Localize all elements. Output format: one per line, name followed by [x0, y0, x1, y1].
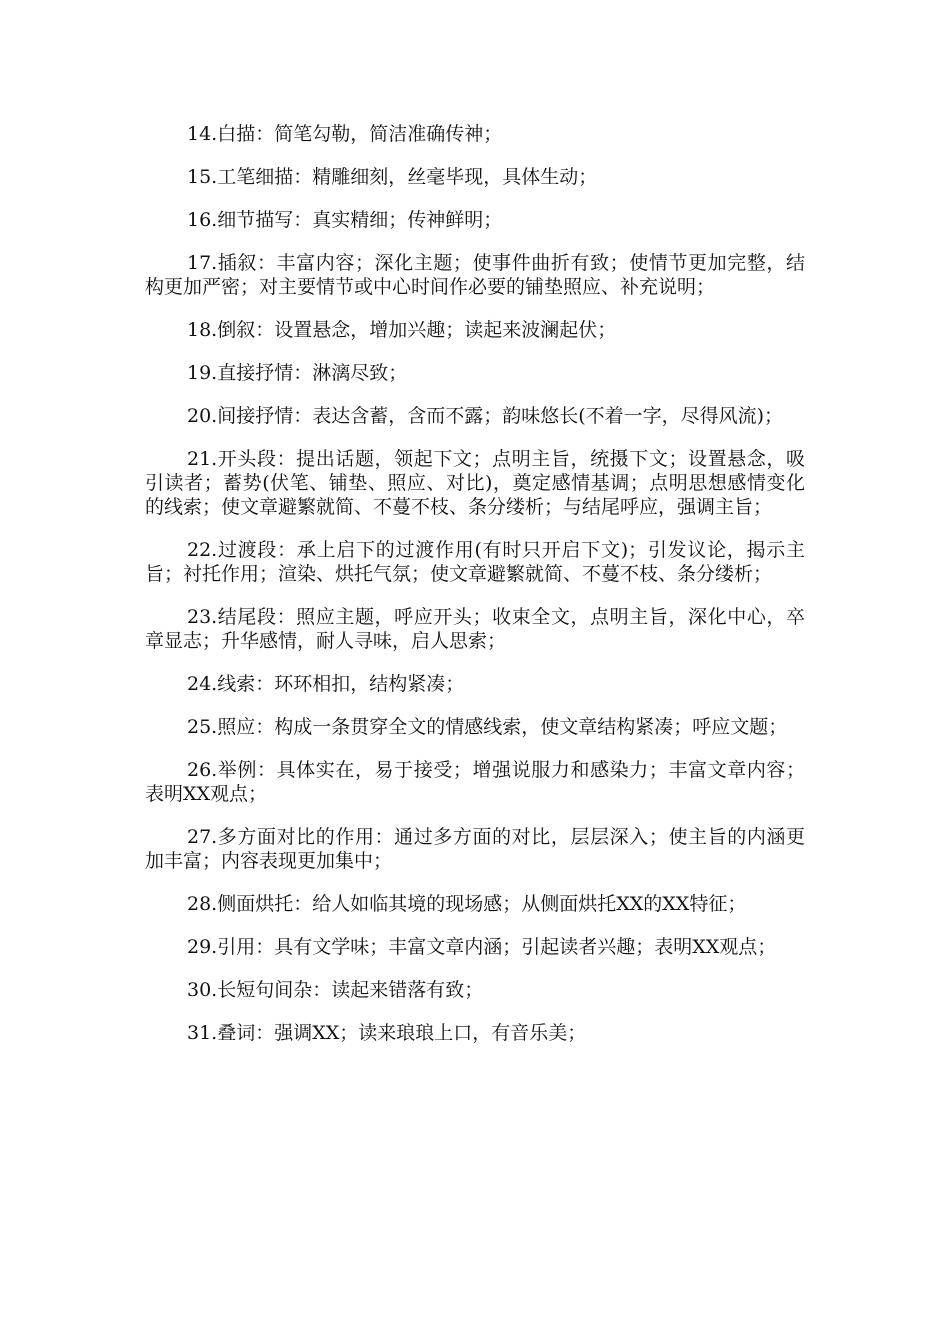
list-item-23: 23.结尾段：照应主题，呼应开头；收束全文，点明主旨，深化中心，卒章显志；升华感情，耐人寻味，启人思索； — [145, 606, 805, 652]
list-item-30: 30.长短句间杂：读起来错落有致； — [187, 979, 484, 1001]
list-item-25: 25.照应：构成一条贯穿全文的情感线索，使文章结构紧凑；呼应文题； — [187, 716, 788, 738]
list-item-28: 28.侧面烘托：给人如临其境的现场感；从侧面烘托XX的XX特征； — [187, 893, 747, 915]
list-item-24: 24.线索：环环相扣，结构紧凑； — [187, 673, 465, 695]
list-item-29: 29.引用：具有文学味；丰富文章内涵；引起读者兴趣；表明XX观点； — [187, 936, 777, 958]
list-item-18: 18.倒叙：设置悬念，增加兴趣；读起来波澜起伏； — [187, 319, 617, 341]
list-item-31: 31.叠词：强调XX；读来琅琅上口，有音乐美； — [187, 1022, 587, 1044]
list-item-27: 27.多方面对比的作用：通过多方面的对比，层层深入；使主旨的内涵更加丰富；内容表现更加集中； — [145, 826, 805, 872]
list-item-17: 17.插叙：丰富内容；深化主题；使事件曲折有致；使情节更加完整，结构更加严密；对主要情节或中心时间作必要的铺垫照应、补充说明； — [145, 252, 805, 298]
list-item-20: 20.间接抒情：表达含蓄，含而不露；韵味悠长(不着一字，尽得风流)； — [187, 405, 784, 427]
list-item-21: 21.开头段：提出话题，领起下文；点明主旨，统摄下文；设置悬念，吸引读者；蓄势(伏笔、铺垫、照应、对比)，奠定感情基调；点明思想感情变化的线索；使文章避繁就简、不蔓不枝、条分缕析；与结尾呼应，强调主旨； — [145, 448, 805, 518]
list-item-14: 14.白描：简笔勾勒，简洁准确传神； — [187, 123, 503, 145]
list-item-26: 26.举例：具体实在，易于接受；增强说服力和感染力；丰富文章内容；表明XX观点； — [145, 759, 805, 805]
list-item-22: 22.过渡段：承上启下的过渡作用(有时只开启下文)；引发议论，揭示主旨；衬托作用；渲染、烘托气氛；使文章避繁就简、不蔓不枝、条分缕析； — [145, 539, 805, 585]
document-page — [145, 122, 805, 1064]
list-item-16: 16.细节描写：真实精细；传神鲜明； — [187, 209, 503, 231]
list-item-19: 19.直接抒情：淋漓尽致； — [187, 362, 408, 384]
list-item-15: 15.工笔细描：精雕细刻，丝毫毕现，具体生动； — [187, 166, 598, 188]
